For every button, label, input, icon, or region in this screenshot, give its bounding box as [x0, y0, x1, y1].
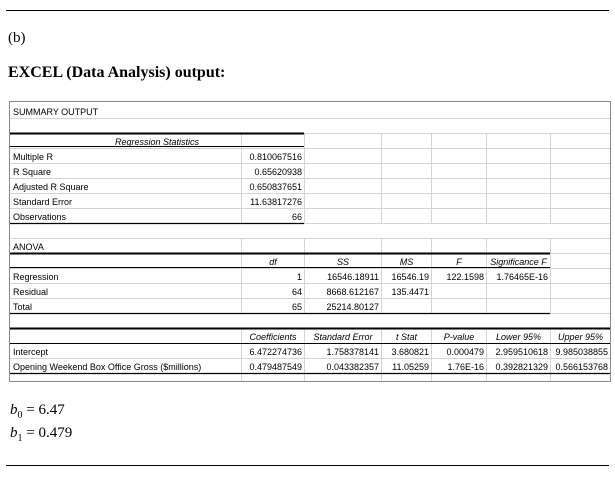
anova-title: ANOVA [13, 242, 44, 252]
b0-subscript: 0 [17, 410, 23, 421]
top-rule [6, 10, 609, 11]
anova-header-f: F [456, 257, 462, 267]
stat-value: 11.63817276 [250, 197, 302, 207]
coef-p-value: 0.000479 [446, 347, 484, 357]
anova-header-significance-f: Significance F [490, 257, 547, 267]
stat-value: 0.810067516 [249, 152, 302, 162]
stat-label: R Square [13, 167, 52, 177]
stat-value: 66 [291, 212, 302, 222]
b1-symbol: b [10, 425, 18, 441]
page-heading: EXCEL (Data Analysis) output: [8, 64, 226, 81]
excel-summary-output [9, 101, 611, 382]
coef-header-lower-95: Lower 95% [495, 332, 542, 342]
anova-df: 1 [296, 272, 302, 282]
anova-df: 64 [291, 287, 302, 297]
anova-ms: 135.4471 [391, 287, 429, 297]
anova-row-label: Residual [13, 287, 49, 297]
coef-header-p-value: P-value [443, 332, 475, 342]
stat-label: Multiple R [13, 152, 54, 162]
coef-upper-95: 9.985038855 [555, 347, 608, 357]
b1-subscript: 1 [17, 433, 23, 444]
b1-value: = 0.479 [22, 425, 73, 441]
stat-value: 0.650837651 [249, 182, 302, 192]
part-label: (b) [8, 30, 26, 46]
coef-header-upper-95: Upper 95% [557, 332, 604, 342]
coef-row-label: Opening Weekend Box Office Gross ($millions) [13, 362, 202, 372]
coef-header-t-stat: t Stat [395, 332, 417, 342]
summary-output-title: SUMMARY OUTPUT [13, 107, 99, 117]
coef-t-stat: 11.05259 [392, 362, 429, 372]
stat-label: Adjusted R Square [13, 182, 89, 192]
anova-header-ss: SS [336, 257, 349, 267]
stat-label: Observations [13, 212, 67, 222]
regression-statistics-header: Regression Statistics [114, 137, 200, 147]
coef-standard-error: 0.043382357 [326, 362, 379, 372]
coef-row-label: Intercept [13, 347, 49, 357]
anova-row-label: Regression [13, 272, 59, 282]
anova-ss: 16546.18911 [327, 272, 379, 282]
coef-header-coefficients: Coefficients [249, 332, 297, 342]
b0-value: = 6.47 [22, 402, 65, 418]
anova-header-df: df [269, 257, 277, 267]
coef-p-value: 1.76E-16 [447, 362, 484, 372]
b0-symbol: b [10, 402, 18, 418]
bottom-rule [6, 465, 609, 466]
stat-value: 0.65620938 [254, 167, 302, 177]
coef-standard-error: 1.758378141 [326, 347, 379, 357]
anova-ms: 16546.19 [391, 272, 429, 282]
coef-value: 6.472274736 [249, 347, 302, 357]
coef-t-stat: 3.680821 [391, 347, 429, 357]
anova-significance-f: 1.76465E-16 [496, 272, 548, 282]
coef-value: 0.479487549 [249, 362, 302, 372]
anova-ss: 8668.612167 [326, 287, 379, 297]
anova-header-ms: MS [399, 257, 414, 267]
anova-row-label: Total [13, 302, 33, 312]
coef-lower-95: 2.959510618 [495, 347, 548, 357]
anova-ss: 25214.80127 [326, 302, 379, 312]
anova-df: 65 [291, 302, 302, 312]
b0-equation [10, 402, 65, 421]
b1-equation [10, 425, 72, 444]
coef-header-standard-error: Standard Error [313, 332, 373, 342]
coef-lower-95: 0.392821329 [495, 362, 548, 372]
stat-label: Standard Error [13, 197, 73, 207]
coef-upper-95: 0.566153768 [555, 362, 608, 372]
anova-f: 122.1598 [446, 272, 484, 282]
